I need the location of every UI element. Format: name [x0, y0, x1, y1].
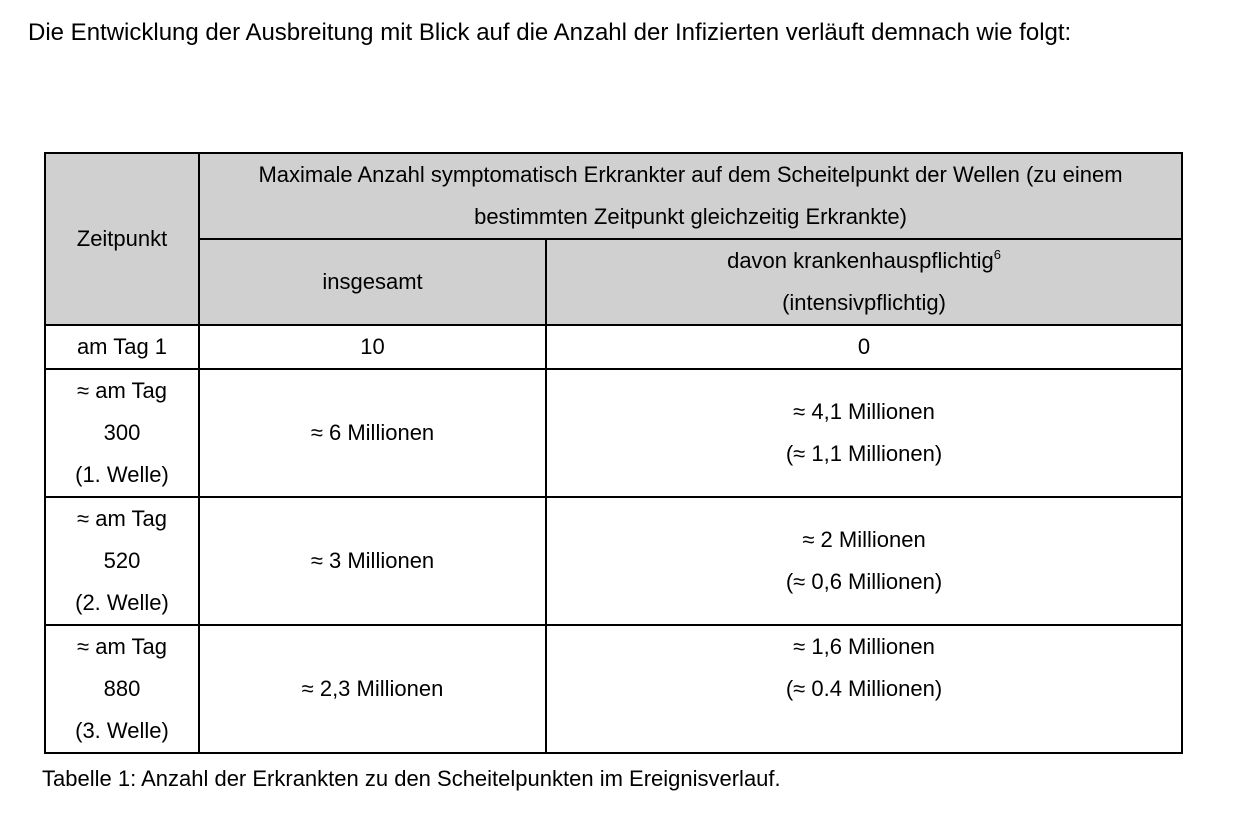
header-hospital	[546, 239, 1182, 325]
hospital-cell	[546, 625, 1182, 753]
intensive-line: (≈ 1,1 Millionen)	[785, 441, 943, 466]
hospital-cell	[546, 369, 1182, 497]
time-cell	[45, 369, 199, 497]
header-intensive-label: (intensivpflichtig)	[782, 290, 946, 315]
time-cell	[45, 497, 199, 625]
time-line: (3. Welle)	[75, 718, 169, 743]
header-hospital-label: davon krankenhauspflichtig	[727, 248, 994, 273]
time-line: ≈ am Tag	[77, 634, 167, 659]
intensive-line: (≈ 0,6 Millionen)	[785, 569, 943, 594]
total-cell: ≈ 6 Millionen	[199, 369, 546, 497]
total-cell: ≈ 3 Millionen	[199, 497, 546, 625]
total-cell: ≈ 2,3 Millionen	[199, 625, 546, 753]
table-row	[45, 625, 1182, 753]
time-line: (1. Welle)	[75, 462, 169, 487]
table-caption: Tabelle 1: Anzahl der Erkrankten zu den Scheitelpunkten im Ereignisverlauf.	[42, 766, 781, 791]
time-line: 880	[103, 676, 141, 701]
header-total: insgesamt	[199, 239, 546, 325]
infection-table	[44, 152, 1183, 754]
hospital-cell	[546, 325, 1182, 369]
time-cell	[45, 625, 199, 753]
table-row	[45, 497, 1182, 625]
hospital-line: 0	[857, 334, 871, 359]
table-row	[45, 369, 1182, 497]
intensive-line: (≈ 0.4 Millionen)	[785, 676, 943, 701]
time-line: 300	[103, 420, 141, 445]
hospital-line: ≈ 2 Millionen	[802, 527, 926, 552]
intro-paragraph: Die Entwicklung der Ausbreitung mit Blick auf die Anzahl der Infizierten verläuft demnach wie folgt:	[28, 19, 1072, 46]
time-line: am Tag 1	[76, 334, 168, 359]
time-line: ≈ am Tag	[77, 506, 167, 531]
hospital-line: ≈ 4,1 Millionen	[793, 399, 935, 424]
hospital-line: ≈ 1,6 Millionen	[793, 634, 935, 659]
header-zeitpunkt: Zeitpunkt	[45, 153, 199, 325]
time-line: 520	[103, 548, 141, 573]
time-line: ≈ am Tag	[77, 378, 167, 403]
total-cell: 10	[199, 325, 546, 369]
time-line: (2. Welle)	[75, 590, 169, 615]
footnote-marker: 6	[993, 247, 1001, 262]
table-row	[45, 325, 1182, 369]
hospital-cell	[546, 497, 1182, 625]
header-main: Maximale Anzahl symptomatisch Erkrankter auf dem Scheitelpunkt der Wellen (zu einem bestimmten Zeitpunkt gleichzeitig Erkrankte)	[199, 153, 1182, 239]
time-cell	[45, 325, 199, 369]
